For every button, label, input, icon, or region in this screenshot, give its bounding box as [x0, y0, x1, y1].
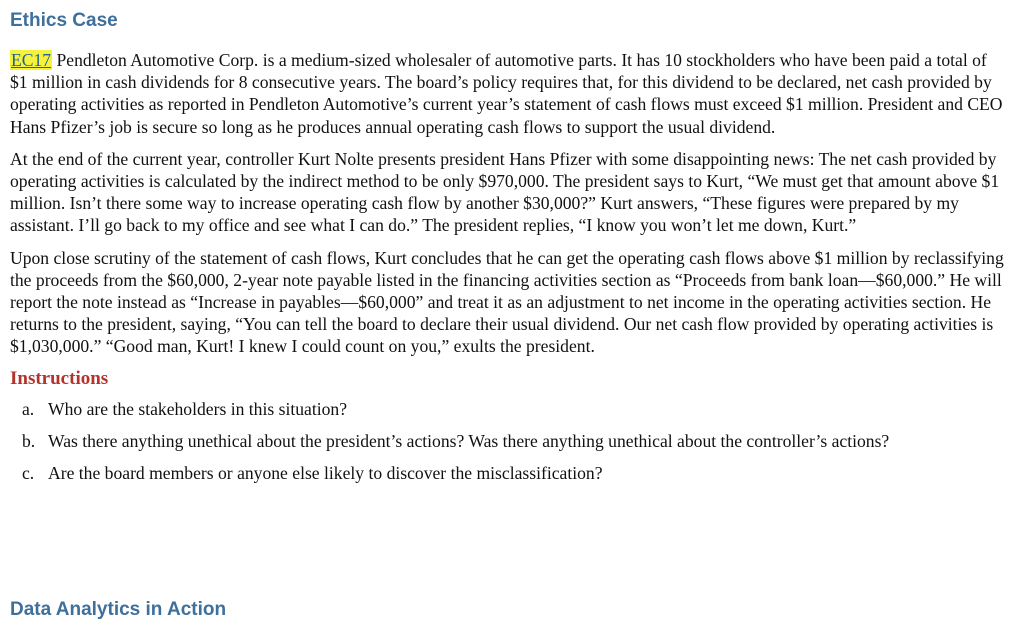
instruction-item-c [10, 462, 1004, 484]
instruction-item-a [10, 398, 1004, 420]
instructions-heading: Instructions [10, 367, 109, 389]
case-paragraph-1 [10, 49, 1004, 138]
document-page [10, 9, 1004, 494]
case-paragraph-3: Upon close scrutiny of the statement of cash flows, Kurt concludes that he can get the operating cash flows above $1 million by reclassifying the proceeds from the $60,000, 2-year note payable listed in the financing activities section as “Proceeds from bank loan—$60,000.” He will report the note instead as “Increase in payables—$60,000” and treat it as an adjustment to net income in the operating activities section. He returns to the president, saying, “You can tell the board to declare their usual dividend. Our net cash flow provided by operating activities is $1,030,000.” “Good man, Kurt! I knew I could count on you,” exults the president. [10, 247, 1004, 357]
instruction-letter: c. [22, 463, 35, 484]
instruction-text: Are the board members or anyone else likely to discover the misclassification? [48, 463, 603, 484]
section-heading: Ethics Case [10, 10, 118, 31]
instruction-item-b [10, 430, 1004, 452]
case-paragraph-2: At the end of the current year, controller Kurt Nolte presents president Hans Pfizer with some disappointing news: The net cash provided by operating activities is calculated by the indirect method to be only $970,000. The president says to Kurt, “We must get that amount above $1 million. Isn’t there some way to increase operating cash flow by another $30,000?” Kurt answers, “These figures were prepared by my assistant. I’ll go back to my office and see what I can do.” The president replies, “I know you won’t let me down, Kurt.” [10, 148, 1000, 236]
instruction-text: Was there anything unethical about the president’s actions? Was there anything unethical about the controller’s actions? [48, 430, 890, 451]
case-label-link[interactable]: EC17 [11, 50, 52, 70]
next-section-heading: Data Analytics in Action [10, 599, 227, 620]
instruction-letter: a. [22, 398, 35, 419]
case-paragraph-1-text: Pendleton Automotive Corp. is a medium-sized wholesaler of automotive parts. It has 10 stockholders who have been paid a total of $1 million in cash dividends for 8 consecutive years. The board’s policy requires that, for this dividend to be declared, net cash provided by operating activities as reported in Pendleton Automotive’s current year’s statement of cash flows must exceed $1 million. President and CEO Hans Pfizer’s job is secure so long as he produces annual operating cash flows to support the usual dividend. [10, 50, 1003, 137]
instruction-letter: b. [22, 430, 36, 451]
instruction-text: Who are the stakeholders in this situation? [48, 398, 348, 419]
instructions-list [10, 398, 1004, 485]
